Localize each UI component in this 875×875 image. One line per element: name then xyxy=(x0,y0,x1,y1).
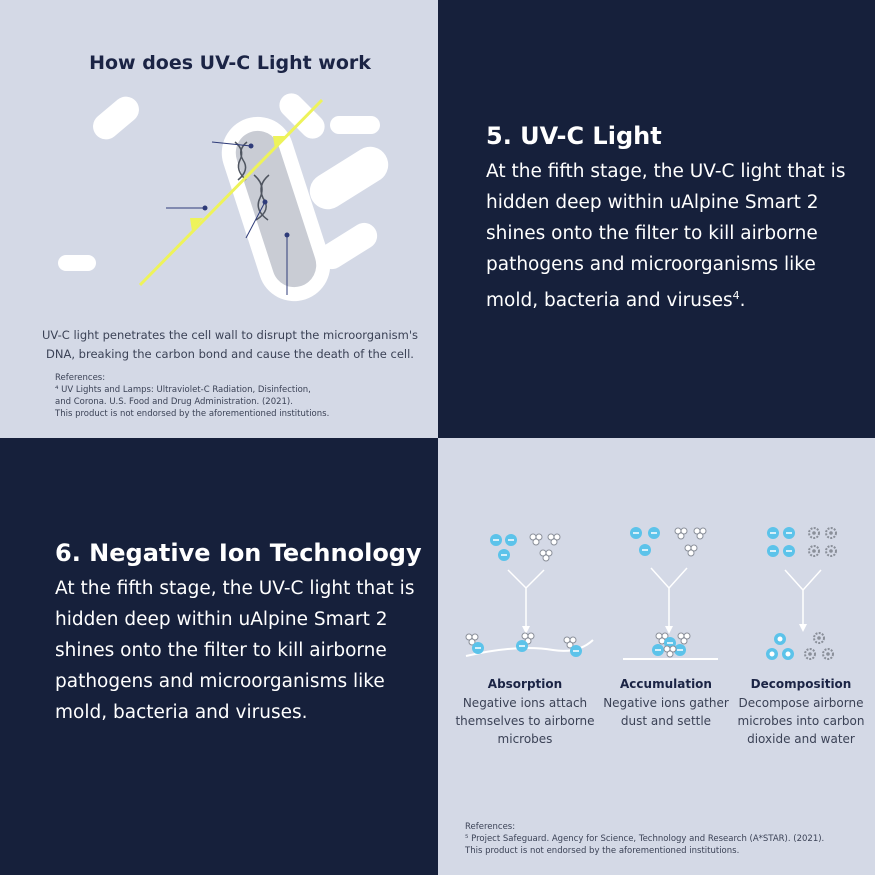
bacterium-shape xyxy=(88,91,145,144)
stage-label: Accumulation xyxy=(620,677,712,691)
stage-label: Decomposition xyxy=(750,677,852,691)
bacterium-shape xyxy=(330,116,380,134)
stage-description: Negative ions attach themselves to airborne microbes xyxy=(455,696,595,746)
accumulation-stage xyxy=(596,675,736,730)
references-heading: References: xyxy=(465,822,516,832)
reference-line: This product is not endorsed by the aforementioned institutions. xyxy=(465,846,740,856)
pointer-dot xyxy=(263,200,268,205)
reference-line: ⁴ UV Lights and Lamps: Ultraviolet-C Radiation, Disinfection, xyxy=(55,385,311,395)
stage-description: Negative ions gather dust and settle xyxy=(603,696,729,728)
uvc-section xyxy=(486,122,856,316)
uv-cell-diagram xyxy=(40,90,400,310)
uv-illustration-panel xyxy=(0,0,438,438)
absorption-illustration xyxy=(466,534,593,657)
bacterium-shape xyxy=(58,255,96,271)
uv-caption: UV-C light penetrates the cell wall to disrupt the microorganism's DNA, breaking the carbon bond and cause the death of the cell. xyxy=(42,328,418,361)
pointer-dot xyxy=(249,144,254,149)
reference-line: and Corona. U.S. Food and Drug Administration. (2021). xyxy=(55,397,293,407)
ion-references xyxy=(465,821,865,857)
reference-line: This product is not endorsed by the aforementioned institutions. xyxy=(55,409,330,419)
uvc-body-end: . xyxy=(739,290,746,312)
absorption-stage xyxy=(455,675,595,748)
stage-label: Absorption xyxy=(487,677,563,691)
ion-stages-diagram xyxy=(458,518,858,668)
uv-panel-title: How does UV-C Light work xyxy=(89,52,371,74)
references-heading: References: xyxy=(55,373,106,383)
pointer-dot xyxy=(285,233,290,238)
bacterium-shape xyxy=(303,140,395,216)
accumulation-illustration xyxy=(623,527,718,659)
decomposition-illustration xyxy=(766,527,836,660)
footnote-marker: 4 xyxy=(732,289,740,302)
ion-section-panel xyxy=(0,438,438,875)
ion-section xyxy=(55,539,425,728)
reference-line: ⁵ Project Safeguard. Agency for Science, Technology and Research (A*STAR). (2021). xyxy=(465,834,825,844)
uvc-section-panel xyxy=(438,0,875,438)
ion-section-title: 6. Negative Ion Technology xyxy=(55,539,422,567)
uvc-section-body xyxy=(486,156,856,316)
pointer-dot xyxy=(203,206,208,211)
stage-description: Decompose airborne microbes into carbon dioxide and water xyxy=(737,696,865,746)
uvc-section-title: 5. UV-C Light xyxy=(486,122,662,150)
uvc-body-text: At the fifth stage, the UV-C light that is hidden deep within uAlpine Smart 2 shines onto the filter to kill airborne pathogens and microorganisms like mold, bacteria and viruses xyxy=(486,161,846,312)
ion-section-body: At the fifth stage, the UV-C light that is hidden deep within uAlpine Smart 2 shines onto the filter to kill airborne pathogens and microorganisms like mold, bacteria and viruses. xyxy=(55,578,415,723)
uv-references xyxy=(55,372,355,420)
decomposition-stage xyxy=(732,675,870,748)
ion-diagram-panel xyxy=(438,438,875,875)
